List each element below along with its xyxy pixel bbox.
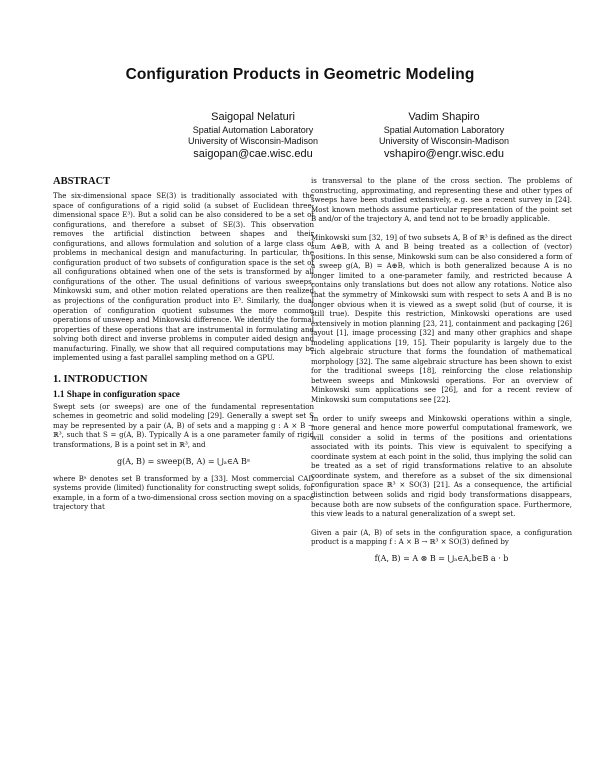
- right-paragraph-1: Minkowski sum [32, 19] of two subsets A, B of ℝ³ is defined as the direct sum A⊕B, with A and B being treated as a collection of (vector) positions. In this sense, Minkowski sum can be also considered a form of a sweep g(A, B) = A⊕B, which is both generalized because A is no longer limited to a one-parameter family, and restricted because A contains only translations but does not allow any rotations. Notice also that the symmetry of Minkowski sum with respect to sets A and B is no longer obvious when it is viewed as a swept solid (but of course, it is still true). Despite this restriction, Minkowski operations are used extensively in motion planning [23, 21], containment and packaging [26] layout [1], image processing [32] and many other graphics and shape modeling applications [19, 15]. Their popularity is largely due to the rich algebraic structure that forms the foundation of mathematical morphology [32]. The same algebraic structure has been shown to exist for the traditional sweeps [18], reinforcing the close relationship between sweeps and Minkowski operations. For an overview of Minkowski sum applications see [26], and for a recent review of Minkowski sum computations see [22].: [311, 232, 572, 405]
- section-1-1-heading: 1.1 Shape in configuration space: [53, 388, 180, 399]
- paper-title: Configuration Products in Geometric Modeling: [125, 66, 475, 83]
- author-1: [148, 112, 358, 160]
- right-paragraph-0: is transversal to the plane of the cross section. The problems of constructing, approximating, and representing these and other types of sweeps have been studied extensively, e.g. see a recent survey in [24]. Most known methods assume particular representation of the point set B and/or of the trajectory A, and tend not to be broadly applicable.: [311, 176, 572, 224]
- author-university: University of Wisconsin-Madison: [187, 136, 319, 146]
- author-2: [339, 112, 549, 160]
- intro-paragraph-1: Swept sets (or sweeps) are one of the fundamental representation schemes in geometric and solid modeling [29]. Generally a swept set S may be represented by a pair (A, B) of sets and a mapping g : A × B → ℝ³, such that S = g(A, B). Typically A is a one parameter family of rigid transformations, B is a point set in ℝ³, and: [53, 401, 314, 450]
- equation-configuration-product: f(A, B) = A ⊗ B = ⋃ₐ∈A,b∈B a · b: [374, 553, 509, 563]
- left-column: [53, 176, 314, 521]
- abstract-heading: ABSTRACT: [53, 176, 111, 187]
- author-email: vshapiro@engr.wisc.edu: [383, 147, 504, 160]
- equation-sweep: g(A, B) = sweep(B, A) = ⋃ₐ∈A Bᵃ: [116, 456, 251, 466]
- intro-paragraph-2: where Bᵃ denotes set B transformed by a [33]. Most commercial CAD systems provide (limited) functionality for constructing swept solids, for example, in a form of a two-dimensional cross section moving on a space trajectory that: [53, 473, 314, 512]
- right-column-top: [311, 176, 572, 571]
- author-lab: Spatial Automation Laboratory: [383, 124, 505, 135]
- section-1-heading: 1. INTRODUCTION: [53, 373, 148, 385]
- author-name: Vadim Shapiro: [408, 111, 480, 123]
- abstract-text: The six-dimensional space SE(3) is traditionally associated with the space of configurations of a rigid solid (a subset of Euclidean three-dimensional space E³). But a solid can be also considered to be a set of configurations, and therefore a subset of SE(3). This observation removes the artificial distinction between shapes and their configurations, and allows formulation and solution of a large class of problems in mechanical design and manufacturing. In particular, the configuration product of two subsets of configuration space is the set of all configurations obtained when one of the sets is transformed by all configurations of the other. The usual definitions of various sweeps, Minkowski sum, and other motion related operations are then realized as projections of the configuration product into E³. Similarly, the dual operation of configuration quotient subsumes the more common operations of unsweep and Minkowski difference. We identify the formal properties of these operations that are instrumental in formulating and solving both direct and inverse problems in computer aided design and manufacturing. Finally, we show that all required computations may be implemented using a fast parallel sampling method on a GPU.: [53, 191, 314, 363]
- author-lab: Spatial Automation Laboratory: [192, 124, 314, 135]
- author-name: Saigopal Nelaturi: [211, 111, 295, 123]
- right-paragraph-2: In order to unify sweeps and Minkowski operations within a single, more general and hence more powerful computational framework, we will consider a solid in terms of the positions and orientations associated with its points. This view is equivalent to specifying a coordinate system at each point in the solid, thus implying the solid can be treated as a set of rigid transformations relative to an absolute coordinate system, and therefore as a subset of the six dimensional configuration space ℝ³ × SO(3) [21]. As a consequence, the artificial distinction between solids and rigid body transformations disappears, because both are now subsets of the configuration space. Furthermore, this view leads to a natural generalization of a swept set.: [311, 413, 572, 519]
- right-paragraph-3: Given a pair (A, B) of sets in the configuration space, a configuration product is a mapping f : A × B → ℝ³ × SO(3) defined by: [311, 527, 572, 547]
- author-university: University of Wisconsin-Madison: [378, 136, 510, 146]
- author-email: saigopan@cae.wisc.edu: [193, 147, 313, 160]
